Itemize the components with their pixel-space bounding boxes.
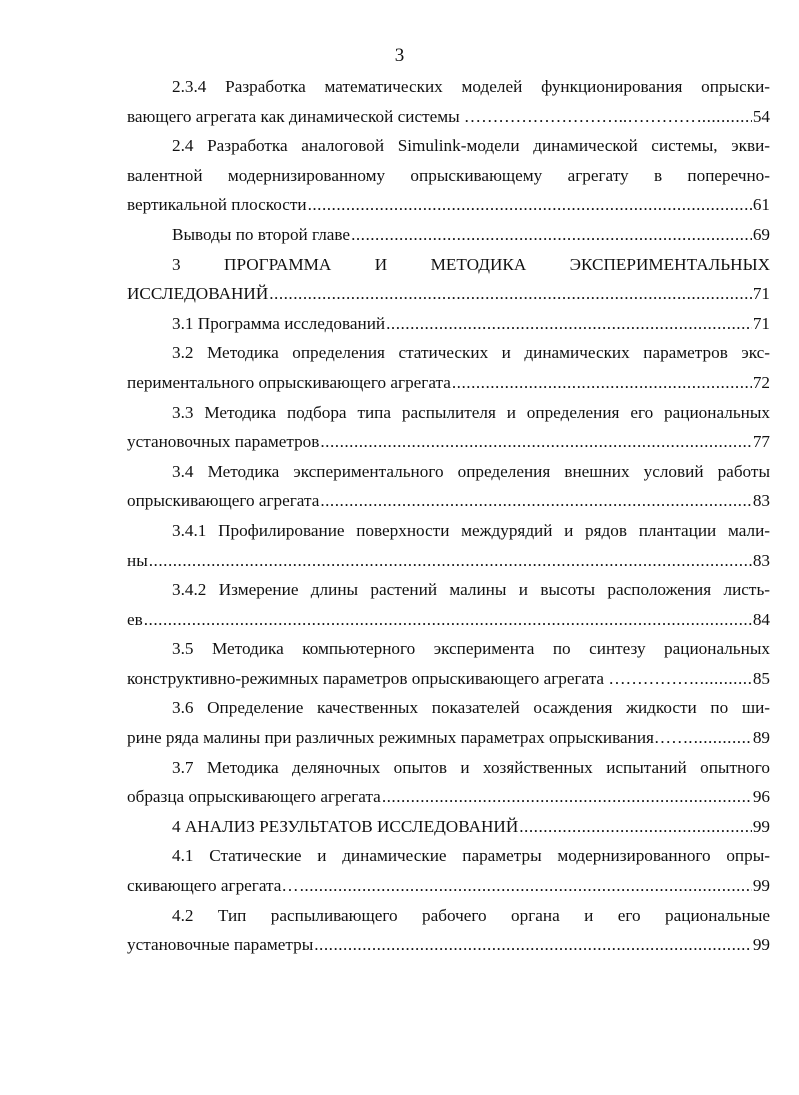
toc-entry-line [127,516,770,546]
toc-entry-line [127,368,770,398]
toc-page-number: 99 [752,876,770,896]
toc-entry-text: конструктивно-режимных параметров опрыскивающего агрегата ……………. [127,668,699,688]
toc-entry-line [127,190,770,220]
toc-entry-text: рине ряда малины при различных режимных параметрах опрыскивания……. [127,728,693,748]
toc-leader-dots [149,546,752,576]
toc-leader-dots [269,279,752,309]
toc-entry [127,693,770,752]
toc-leader-dots [694,723,752,753]
toc-page-number: 61 [752,195,770,215]
toc-page-number: 83 [752,550,770,570]
toc-entry-text: периментального опрыскивающего агрегата [127,372,451,392]
toc-entry-text: опрыскивающего агрегата [127,491,320,511]
toc-entry-line [127,427,770,457]
toc-entry [127,72,770,131]
toc-entry-text: 4.1 Статические и динамические параметры модернизированного опры- [172,846,770,866]
toc-leader-dots [700,664,752,694]
toc-entry-line [127,693,770,723]
toc-entry-line [127,250,770,280]
toc-page-number: 96 [752,787,770,807]
toc-entry-line [127,575,770,605]
toc-entry-line [127,338,770,368]
toc-entry-text: 3 ПРОГРАММА И МЕТОДИКА ЭКСПЕРИМЕНТАЛЬНЫХ [172,254,770,274]
toc-entry-line [127,220,770,250]
toc-leader-dots [382,782,752,812]
toc-entry-line [127,930,770,960]
toc-page-number: 69 [752,224,770,244]
toc-leader-dots [308,190,752,220]
toc-entry-line [127,457,770,487]
toc-entry-text: ны [127,550,148,570]
toc-entry-line [127,546,770,576]
toc-entry-line [127,131,770,161]
toc-page-number: 77 [752,432,770,452]
toc-entry [127,634,770,693]
toc-entry-line [127,871,770,901]
toc-entry [127,250,770,309]
toc-leader-dots [320,427,751,457]
toc-entry-line [127,753,770,783]
toc-entry-text: 2.3.4 Разработка математических моделей функционирования опрыски- [172,77,770,96]
toc-entry-text: вертикальной плоскости [127,195,307,215]
toc-entry-line [127,782,770,812]
toc-leader-dots [697,102,752,132]
toc-entry-text: ев [127,609,143,629]
toc-entry [127,220,770,250]
toc-page-number: 89 [752,728,770,748]
toc-page-number: 99 [752,816,770,836]
toc-entry-text: 3.3 Методика подбора типа распылителя и определения его рациональных [172,402,770,422]
toc-entry-text: скивающего агрегата… [127,876,299,896]
toc-entry-text: 2.4 Разработка аналоговой Simulink-модели динамической системы, экви- [172,136,770,156]
toc-entry-text: Выводы по второй главе [172,224,351,244]
toc-entry-text: ИССЛЕДОВАНИЙ [127,284,269,304]
toc-entry-text: 3.1 Программа исследований [172,313,386,333]
toc-entry [127,575,770,634]
toc-page-number: 84 [752,609,770,629]
toc-entry [127,338,770,397]
toc-leader-dots [300,871,752,901]
toc-page-number: 99 [752,935,770,955]
toc-entry-line [127,723,770,753]
toc-entry-text: 3.5 Методика компьютерного эксперимента по синтезу рациональных [172,639,770,659]
toc-entry-text: вающего агрегата как динамической системы ………………………..………… [127,106,696,126]
toc-entry-line [127,486,770,516]
toc-leader-dots [452,368,752,398]
toc-entry [127,309,770,339]
page-number: 3 [394,45,405,66]
toc-entry-line [127,841,770,871]
toc-leader-dots [519,812,752,842]
toc-entry-line [127,812,770,842]
toc-entry [127,812,770,842]
toc-entry-text: 3.4.2 Измерение длины растений малины и высоты расположения листь- [172,580,770,600]
toc-entry-text: валентной модернизированному опрыскивающему агрегату в поперечно- [127,165,770,185]
toc-entry-line [127,634,770,664]
toc-leader-dots [351,220,752,250]
toc-entry-text: установочных параметров [127,432,320,452]
toc-leader-dots [386,309,752,339]
toc-page-number: 85 [752,668,770,688]
toc-entry-line [127,901,770,931]
toc-entry-text: образца опрыскивающего агрегата [127,787,381,807]
toc-page-number: 72 [752,372,770,392]
table-of-contents [127,72,770,960]
toc-entry [127,131,770,220]
toc-entry [127,457,770,516]
toc-entry-text: 3.4.1 Профилирование поверхности междурядий и рядов плантации мали- [172,520,770,540]
toc-entry-text: 3.2 Методика определения статических и динамических параметров экс- [172,343,770,363]
toc-entry-line [127,161,770,191]
toc-leader-dots [314,930,752,960]
toc-page-number: 54 [752,106,770,126]
toc-entry-line [127,664,770,694]
toc-entry [127,753,770,812]
toc-entry [127,516,770,575]
toc-leader-dots [320,486,751,516]
toc-entry-line [127,398,770,428]
toc-page-number: 71 [752,313,770,333]
toc-entry [127,398,770,457]
toc-entry-text: 4 АНАЛИЗ РЕЗУЛЬТАТОВ ИССЛЕДОВАНИЙ [172,816,519,836]
toc-entry-text: 3.6 Определение качественных показателей осаждения жидкости по ши- [172,698,770,718]
toc-entry-text: установочные параметры [127,935,314,955]
toc-entry-text: 3.7 Методика деляночных опытов и хозяйственных испытаний опытного [172,757,770,777]
toc-entry-line [127,605,770,635]
toc-entry-line [127,279,770,309]
toc-page-number: 83 [752,491,770,511]
toc-entry [127,841,770,900]
toc-entry-text: 3.4 Методика экспериментального определения внешних условий работы [172,461,770,481]
toc-page-number: 71 [752,284,770,304]
toc-entry-line [127,102,770,132]
toc-entry-line [127,309,770,339]
toc-leader-dots [144,605,752,635]
toc-entry [127,901,770,960]
toc-entry-text: 4.2 Тип распыливающего рабочего органа и его рациональные [172,905,770,925]
toc-entry-line [127,72,770,102]
